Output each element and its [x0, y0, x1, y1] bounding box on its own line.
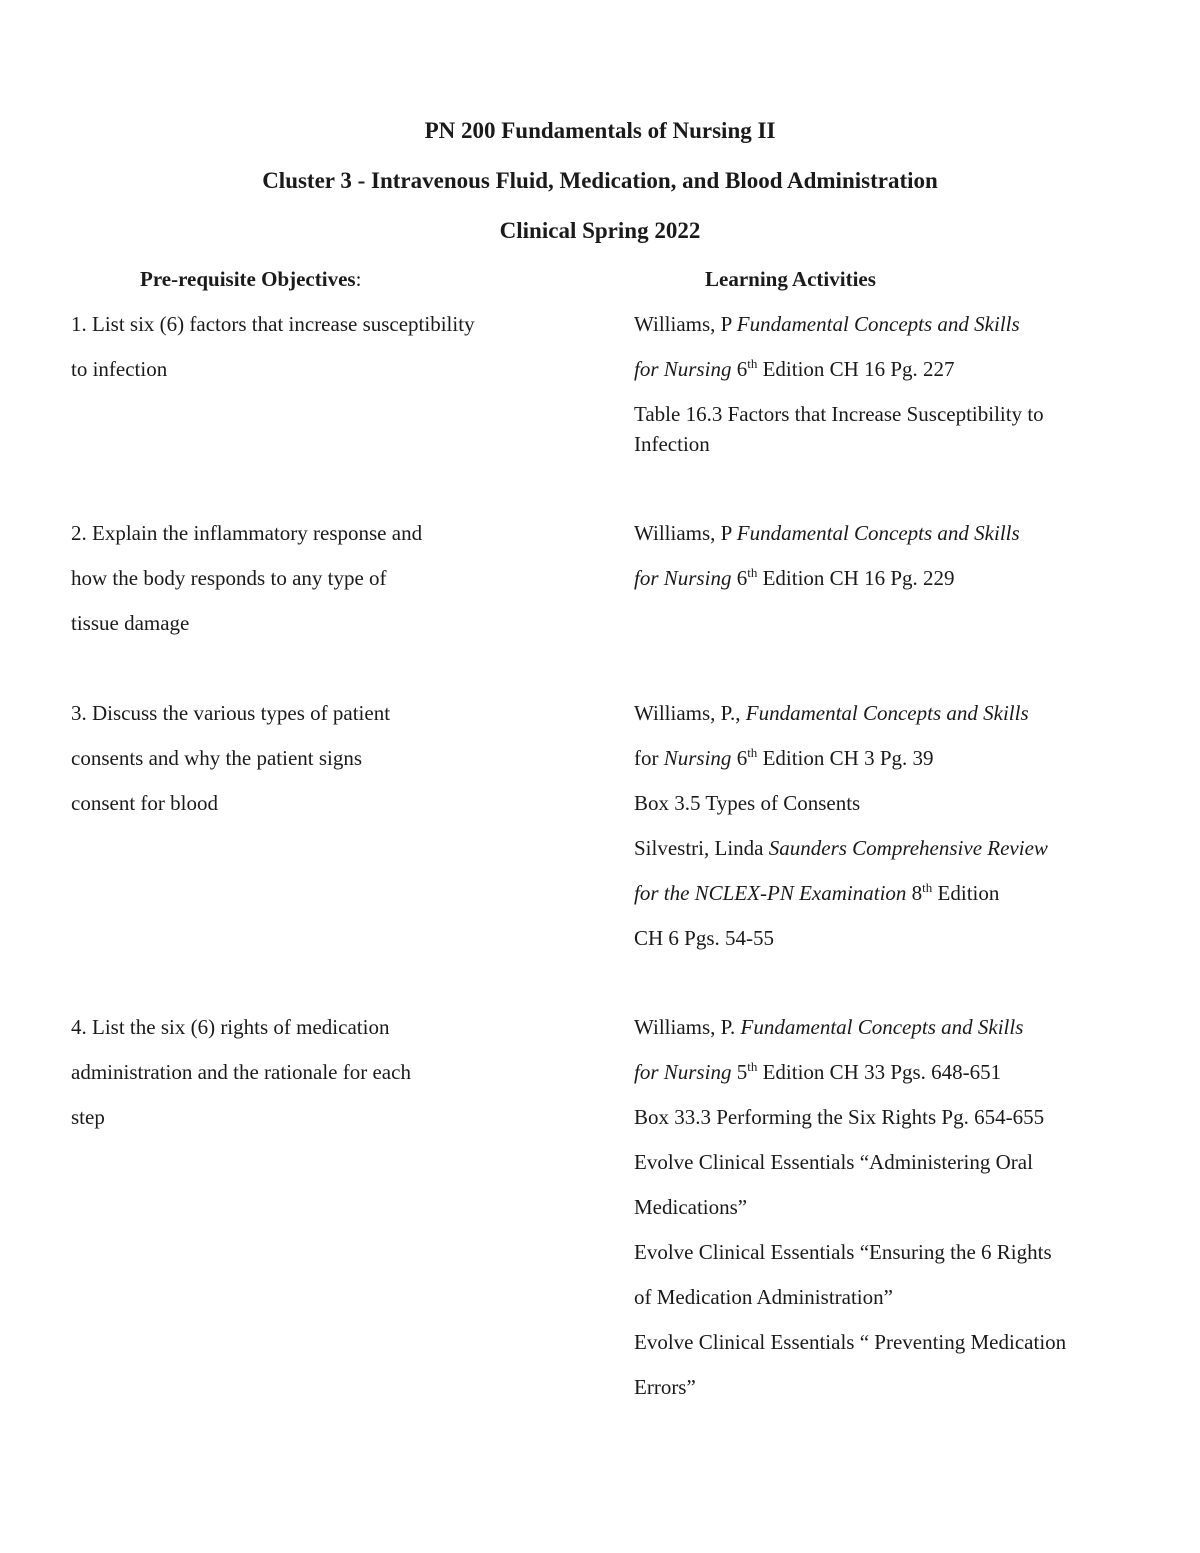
- reference-line: Williams, P Fundamental Concepts and Skills: [634, 521, 1020, 545]
- objective-4: [71, 1013, 571, 1148]
- objective-line: administration and the rationale for each: [71, 1060, 411, 1084]
- activities-column-header: Learning Activities: [705, 267, 876, 291]
- objective-line: 4. List the six (6) rights of medication: [71, 1015, 390, 1039]
- reference-line: Silvestri, Linda Saunders Comprehensive Review: [634, 836, 1048, 860]
- activity-3: [634, 699, 1154, 969]
- objective-line: 2. Explain the inflammatory response and: [71, 521, 423, 545]
- activity-1: [634, 310, 1154, 475]
- objective-3: [71, 699, 571, 834]
- reference-line: Evolve Clinical Essentials “Ensuring the 6 Rights: [634, 1240, 1052, 1264]
- term-title: Clinical Spring 2022: [499, 218, 701, 243]
- reference-line: Williams, P., Fundamental Concepts and Skills: [634, 701, 1029, 725]
- objective-line: tissue damage: [71, 611, 190, 635]
- activity-2: [634, 519, 1154, 609]
- objective-1: [71, 310, 571, 400]
- objective-line: consents and why the patient signs: [71, 746, 363, 770]
- objective-line: to infection: [71, 357, 168, 381]
- objective-line: 1. List six (6) factors that increase susceptibility: [71, 312, 475, 336]
- reference-line: for Nursing 5th Edition CH 33 Pgs. 648-651: [634, 1059, 1002, 1084]
- objective-2: [71, 519, 571, 654]
- reference-line: Box 33.3 Performing the Six Rights Pg. 654-655: [634, 1105, 1045, 1129]
- objective-line: step: [71, 1105, 105, 1129]
- reference-line: of Medication Administration”: [634, 1285, 893, 1309]
- reference-line: for Nursing 6th Edition CH 3 Pg. 39: [634, 745, 934, 770]
- reference-line: CH 6 Pgs. 54-55: [634, 926, 775, 950]
- activity-4: [634, 1013, 1154, 1418]
- reference-line: Medications”: [634, 1195, 748, 1219]
- cluster-title: Cluster 3 - Intravenous Fluid, Medication, and Blood Administration: [262, 168, 938, 193]
- objective-line: consent for blood: [71, 791, 218, 815]
- reference-line: for Nursing 6th Edition CH 16 Pg. 227: [634, 356, 955, 381]
- reference-line: Errors”: [634, 1375, 696, 1399]
- reference-line: Evolve Clinical Essentials “ Preventing Medication: [634, 1330, 1067, 1354]
- objective-line: 3. Discuss the various types of patient: [71, 701, 391, 725]
- objective-line: how the body responds to any type of: [71, 566, 387, 590]
- reference-line: Table 16.3 Factors that Increase Susceptibility to: [634, 402, 1044, 426]
- objectives-column-header: Pre-requisite Objectives:: [140, 267, 362, 291]
- reference-line: for the NCLEX-PN Examination 8th Edition: [634, 880, 1000, 905]
- reference-line: Infection: [634, 432, 710, 456]
- course-title: PN 200 Fundamentals of Nursing II: [424, 118, 776, 143]
- reference-line: Box 3.5 Types of Consents: [634, 791, 861, 815]
- reference-line: for Nursing 6th Edition CH 16 Pg. 229: [634, 565, 955, 590]
- reference-line: Evolve Clinical Essentials “Administering Oral: [634, 1150, 1033, 1174]
- reference-line: Williams, P Fundamental Concepts and Skills: [634, 312, 1020, 336]
- reference-line: Williams, P. Fundamental Concepts and Skills: [634, 1015, 1024, 1039]
